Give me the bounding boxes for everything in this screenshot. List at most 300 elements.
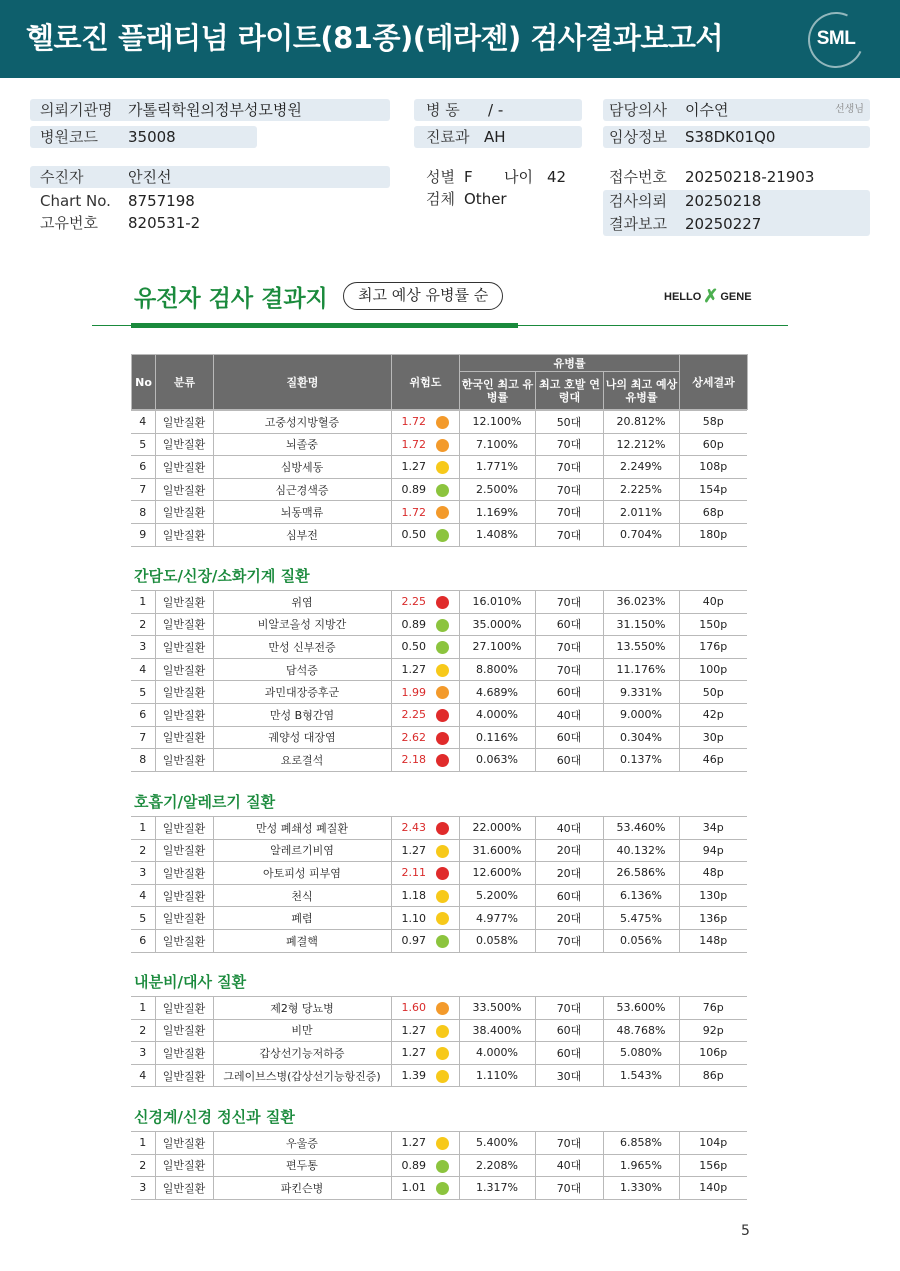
risk-level-dot-icon	[436, 935, 449, 948]
risk-level-dot-icon	[436, 619, 449, 632]
row-my-max: 26.586%	[603, 862, 679, 885]
table-row	[131, 478, 747, 501]
row-disease: 천식	[213, 884, 391, 907]
col-header-max-age: 최고 호발 연령대	[536, 372, 604, 410]
row-detail: 148p	[679, 929, 747, 952]
risk-value: 1.72	[401, 437, 426, 451]
risk-value: 2.43	[401, 821, 426, 835]
row-risk	[391, 681, 459, 704]
dept-label: 진료과	[426, 128, 470, 146]
table-row	[131, 1042, 747, 1065]
category-title: 신경계/신경 정신과 질환	[134, 1108, 295, 1126]
row-no: 4	[131, 1064, 155, 1087]
row-disease: 심근경색증	[213, 478, 391, 501]
report-label: 결과보고	[609, 215, 667, 233]
row-risk	[391, 591, 459, 614]
row-disease: 만성 B형간염	[213, 703, 391, 726]
row-risk	[391, 703, 459, 726]
hello-gene-logo	[664, 286, 752, 307]
risk-value: 1.72	[401, 415, 426, 429]
row-kr-max: 38.400%	[459, 1019, 535, 1042]
row-kr-max: 8.800%	[459, 658, 535, 681]
results-table	[131, 590, 747, 772]
row-kr-max: 4.689%	[459, 681, 535, 704]
col-header-risk: 위험도	[392, 355, 460, 410]
risk-level-dot-icon	[436, 439, 449, 452]
sml-logo	[808, 12, 864, 68]
risk-value: 2.11	[401, 866, 426, 880]
category-title: 내분비/대사 질환	[134, 973, 247, 991]
category-title: 간담도/신장/소화기계 질환	[134, 567, 310, 585]
risk-value: 1.10	[401, 911, 426, 925]
risk-value: 2.62	[401, 730, 426, 744]
unique-id-label: 고유번호	[40, 214, 98, 232]
age-label: 나이	[504, 168, 533, 186]
dept-field	[414, 126, 582, 148]
row-kr-max: 33.500%	[459, 997, 535, 1020]
row-detail: 154p	[679, 478, 747, 501]
logo-text: SML	[816, 28, 856, 49]
table-row	[131, 1064, 747, 1087]
risk-level-dot-icon	[436, 416, 449, 429]
request-report-field	[603, 190, 870, 236]
risk-level-dot-icon	[436, 506, 449, 519]
row-no: 2	[131, 613, 155, 636]
row-category: 일반질환	[155, 884, 213, 907]
row-my-max: 0.137%	[603, 749, 679, 772]
row-detail: 34p	[679, 817, 747, 840]
row-category: 일반질환	[155, 1042, 213, 1065]
row-max-age: 60대	[535, 749, 603, 772]
row-category: 일반질환	[155, 1132, 213, 1155]
ward-field	[414, 99, 582, 121]
row-risk	[391, 636, 459, 659]
risk-value: 2.18	[401, 753, 426, 767]
risk-level-dot-icon	[436, 641, 449, 654]
table-row	[131, 817, 747, 840]
row-disease: 제2형 당뇨병	[213, 997, 391, 1020]
row-my-max: 36.023%	[603, 591, 679, 614]
row-my-max: 53.600%	[603, 997, 679, 1020]
row-my-max: 11.176%	[603, 658, 679, 681]
row-disease: 담석증	[213, 658, 391, 681]
row-kr-max: 1.169%	[459, 501, 535, 524]
row-risk	[391, 433, 459, 456]
row-category: 일반질환	[155, 862, 213, 885]
row-detail: 50p	[679, 681, 747, 704]
row-max-age: 70대	[535, 591, 603, 614]
row-max-age: 60대	[535, 681, 603, 704]
row-detail: 108p	[679, 456, 747, 479]
row-detail: 100p	[679, 658, 747, 681]
table-row	[131, 681, 747, 704]
risk-level-dot-icon	[436, 1047, 449, 1060]
row-risk	[391, 1132, 459, 1155]
col-header-category: 분류	[156, 355, 214, 410]
row-detail: 60p	[679, 433, 747, 456]
specimen-label: 검체	[426, 190, 455, 208]
risk-value: 1.72	[401, 505, 426, 519]
row-category: 일반질환	[155, 1019, 213, 1042]
row-disease: 아토피성 피부염	[213, 862, 391, 885]
row-detail: 150p	[679, 613, 747, 636]
row-max-age: 40대	[535, 1154, 603, 1177]
row-my-max: 53.460%	[603, 817, 679, 840]
row-disease: 편두통	[213, 1154, 391, 1177]
row-risk	[391, 817, 459, 840]
row-kr-max: 5.400%	[459, 1132, 535, 1155]
row-no: 3	[131, 862, 155, 885]
risk-value: 1.99	[401, 685, 426, 699]
row-my-max: 5.475%	[603, 907, 679, 930]
row-detail: 48p	[679, 862, 747, 885]
row-disease: 심방세동	[213, 456, 391, 479]
row-kr-max: 2.500%	[459, 478, 535, 501]
risk-level-dot-icon	[436, 529, 449, 542]
row-no: 3	[131, 1042, 155, 1065]
col-header-disease: 질환명	[214, 355, 392, 410]
row-disease: 요로결석	[213, 749, 391, 772]
row-max-age: 70대	[535, 523, 603, 546]
receipt-value: 20250218-21903	[685, 168, 815, 186]
row-no: 2	[131, 1154, 155, 1177]
row-detail: 140p	[679, 1177, 747, 1200]
row-category: 일반질환	[155, 929, 213, 952]
receipt-field	[603, 166, 870, 188]
results-table	[131, 410, 747, 547]
row-my-max: 6.858%	[603, 1132, 679, 1155]
row-disease: 뇌졸중	[213, 433, 391, 456]
row-detail: 58p	[679, 411, 747, 434]
patient-label: 수진자	[40, 168, 84, 186]
col-header-no: No	[132, 355, 156, 410]
row-risk	[391, 501, 459, 524]
page-number: 5	[741, 1223, 750, 1239]
risk-level-dot-icon	[436, 461, 449, 474]
row-max-age: 20대	[535, 907, 603, 930]
row-category: 일반질환	[155, 749, 213, 772]
row-category: 일반질환	[155, 1064, 213, 1087]
row-my-max: 0.056%	[603, 929, 679, 952]
row-no: 5	[131, 907, 155, 930]
row-risk	[391, 1042, 459, 1065]
row-disease: 폐렴	[213, 907, 391, 930]
risk-value: 0.50	[401, 640, 426, 654]
row-risk	[391, 478, 459, 501]
table-row	[131, 726, 747, 749]
specimen-field	[414, 188, 582, 210]
table-row	[131, 658, 747, 681]
risk-value: 1.01	[401, 1181, 426, 1195]
row-detail: 130p	[679, 884, 747, 907]
report-title: 헬로진 플래티넘 라이트(81종)(테라젠) 검사결과보고서	[26, 21, 723, 55]
hospital-code-field	[30, 126, 257, 148]
row-max-age: 70대	[535, 456, 603, 479]
table-row	[131, 749, 747, 772]
row-detail: 136p	[679, 907, 747, 930]
table-row	[131, 636, 747, 659]
row-no: 3	[131, 636, 155, 659]
row-no: 4	[131, 411, 155, 434]
row-risk	[391, 456, 459, 479]
risk-level-dot-icon	[436, 1070, 449, 1083]
specimen-value: Other	[464, 190, 507, 208]
table-row	[131, 1132, 747, 1155]
row-kr-max: 1.317%	[459, 1177, 535, 1200]
row-max-age: 20대	[535, 862, 603, 885]
risk-level-dot-icon	[436, 890, 449, 903]
doctor-note: 선생님	[835, 104, 864, 115]
risk-level-dot-icon	[436, 754, 449, 767]
row-my-max: 0.704%	[603, 523, 679, 546]
dept-value: AH	[484, 128, 506, 146]
row-my-max: 5.080%	[603, 1042, 679, 1065]
row-disease: 그레이브스병(갑상선기능항진증)	[213, 1064, 391, 1087]
risk-value: 1.27	[401, 1136, 426, 1150]
risk-value: 1.60	[401, 1001, 426, 1015]
row-detail: 46p	[679, 749, 747, 772]
table-row	[131, 1177, 747, 1200]
row-kr-max: 16.010%	[459, 591, 535, 614]
risk-level-dot-icon	[436, 1182, 449, 1195]
row-category: 일반질환	[155, 411, 213, 434]
row-category: 일반질환	[155, 817, 213, 840]
risk-value: 0.50	[401, 528, 426, 542]
row-no: 1	[131, 817, 155, 840]
row-category: 일반질환	[155, 636, 213, 659]
row-disease: 뇌동맥류	[213, 501, 391, 524]
table-row	[131, 839, 747, 862]
row-category: 일반질환	[155, 501, 213, 524]
row-my-max: 12.212%	[603, 433, 679, 456]
row-disease: 만성 폐쇄성 폐질환	[213, 817, 391, 840]
risk-value: 1.27	[401, 1046, 426, 1060]
risk-value: 0.97	[401, 934, 426, 948]
row-kr-max: 12.100%	[459, 411, 535, 434]
row-detail: 106p	[679, 1042, 747, 1065]
row-kr-max: 7.100%	[459, 433, 535, 456]
row-category: 일반질환	[155, 726, 213, 749]
col-header-kr-max: 한국인 최고 유병률	[460, 372, 536, 410]
risk-level-dot-icon	[436, 709, 449, 722]
row-max-age: 70대	[535, 636, 603, 659]
row-no: 2	[131, 1019, 155, 1042]
chart-value: 8757198	[128, 192, 195, 210]
row-my-max: 31.150%	[603, 613, 679, 636]
row-disease: 갑상선기능저하증	[213, 1042, 391, 1065]
row-kr-max: 1.408%	[459, 523, 535, 546]
row-my-max: 1.965%	[603, 1154, 679, 1177]
row-risk	[391, 1154, 459, 1177]
row-my-max: 13.550%	[603, 636, 679, 659]
row-category: 일반질환	[155, 681, 213, 704]
row-disease: 과민대장증후군	[213, 681, 391, 704]
row-category: 일반질환	[155, 591, 213, 614]
row-disease: 위염	[213, 591, 391, 614]
clinical-value: S38DK01Q0	[685, 128, 776, 146]
unique-id-field	[30, 212, 257, 234]
header-bar	[0, 0, 900, 78]
row-max-age: 20대	[535, 839, 603, 862]
row-no: 6	[131, 703, 155, 726]
request-value: 20250218	[685, 192, 762, 210]
row-category: 일반질환	[155, 433, 213, 456]
row-category: 일반질환	[155, 613, 213, 636]
row-max-age: 70대	[535, 929, 603, 952]
row-detail: 86p	[679, 1064, 747, 1087]
table-row	[131, 523, 747, 546]
row-risk	[391, 1019, 459, 1042]
row-max-age: 60대	[535, 726, 603, 749]
sex-age-field	[414, 166, 582, 188]
hospital-code-label: 병원코드	[40, 128, 98, 146]
row-kr-max: 22.000%	[459, 817, 535, 840]
table-row	[131, 411, 747, 434]
risk-level-dot-icon	[436, 822, 449, 835]
row-my-max: 40.132%	[603, 839, 679, 862]
row-risk	[391, 929, 459, 952]
row-no: 4	[131, 884, 155, 907]
row-max-age: 40대	[535, 817, 603, 840]
hospital-code-value: 35008	[128, 128, 176, 146]
row-risk	[391, 839, 459, 862]
row-my-max: 2.249%	[603, 456, 679, 479]
title-underline-accent	[131, 323, 518, 328]
risk-level-dot-icon	[436, 912, 449, 925]
row-detail: 30p	[679, 726, 747, 749]
receipt-label: 접수번호	[609, 168, 667, 186]
risk-level-dot-icon	[436, 1160, 449, 1173]
row-risk	[391, 907, 459, 930]
row-risk	[391, 726, 459, 749]
row-no: 5	[131, 433, 155, 456]
row-risk	[391, 749, 459, 772]
row-no: 2	[131, 839, 155, 862]
row-max-age: 60대	[535, 1042, 603, 1065]
row-risk	[391, 997, 459, 1020]
age-value: 42	[547, 168, 567, 186]
row-no: 1	[131, 591, 155, 614]
risk-value: 1.27	[401, 460, 426, 474]
ward-label: 병 동	[426, 101, 460, 119]
row-risk	[391, 613, 459, 636]
row-category: 일반질환	[155, 1177, 213, 1200]
row-my-max: 20.812%	[603, 411, 679, 434]
row-detail: 40p	[679, 591, 747, 614]
institution-field	[30, 99, 390, 121]
row-kr-max: 31.600%	[459, 839, 535, 862]
risk-level-dot-icon	[436, 686, 449, 699]
row-max-age: 70대	[535, 658, 603, 681]
patient-field	[30, 166, 390, 188]
row-no: 1	[131, 1132, 155, 1155]
row-disease: 비만	[213, 1019, 391, 1042]
row-no: 7	[131, 726, 155, 749]
risk-level-dot-icon	[436, 845, 449, 858]
risk-level-dot-icon	[436, 664, 449, 677]
risk-value: 1.27	[401, 663, 426, 677]
row-risk	[391, 862, 459, 885]
row-disease: 만성 신부전증	[213, 636, 391, 659]
row-detail: 76p	[679, 997, 747, 1020]
row-no: 4	[131, 658, 155, 681]
patient-value: 안진선	[128, 168, 172, 186]
brand-right: GENE	[720, 291, 752, 303]
row-no: 7	[131, 478, 155, 501]
chart-label: Chart No.	[40, 192, 111, 210]
row-category: 일반질환	[155, 478, 213, 501]
row-no: 9	[131, 523, 155, 546]
row-category: 일반질환	[155, 703, 213, 726]
row-detail: 176p	[679, 636, 747, 659]
risk-value: 2.25	[401, 708, 426, 722]
risk-level-dot-icon	[436, 1137, 449, 1150]
results-table-header	[131, 354, 748, 410]
risk-value: 0.89	[401, 483, 426, 497]
unique-id-value: 820531-2	[128, 214, 201, 232]
ward-value: / -	[488, 101, 504, 119]
table-row	[131, 862, 747, 885]
institution-value: 가톨릭학원의정부성모병원	[128, 101, 302, 119]
table-row	[131, 591, 747, 614]
row-risk	[391, 1064, 459, 1087]
row-kr-max: 1.110%	[459, 1064, 535, 1087]
row-disease: 알레르기비염	[213, 839, 391, 862]
row-my-max: 2.225%	[603, 478, 679, 501]
row-kr-max: 27.100%	[459, 636, 535, 659]
row-detail: 92p	[679, 1019, 747, 1042]
row-kr-max: 4.000%	[459, 703, 535, 726]
row-detail: 156p	[679, 1154, 747, 1177]
doctor-label: 담당의사	[609, 101, 667, 119]
sex-value: F	[464, 168, 473, 186]
results-table	[131, 996, 747, 1087]
table-row	[131, 433, 747, 456]
row-category: 일반질환	[155, 1154, 213, 1177]
risk-level-dot-icon	[436, 867, 449, 880]
results-table	[131, 1131, 747, 1200]
row-category: 일반질환	[155, 997, 213, 1020]
row-risk	[391, 658, 459, 681]
risk-value: 0.89	[401, 1158, 426, 1172]
row-no: 1	[131, 997, 155, 1020]
row-risk	[391, 523, 459, 546]
request-label: 검사의뢰	[609, 192, 667, 210]
doctor-field	[603, 99, 870, 121]
row-kr-max: 5.200%	[459, 884, 535, 907]
row-my-max: 6.136%	[603, 884, 679, 907]
sort-pill: 최고 예상 유병률 순	[343, 282, 503, 310]
risk-level-dot-icon	[436, 484, 449, 497]
row-detail: 180p	[679, 523, 747, 546]
row-max-age: 70대	[535, 501, 603, 524]
risk-value: 1.27	[401, 1023, 426, 1037]
table-row	[131, 613, 747, 636]
row-kr-max: 4.977%	[459, 907, 535, 930]
row-category: 일반질환	[155, 456, 213, 479]
institution-label: 의뢰기관명	[40, 101, 113, 119]
row-no: 6	[131, 929, 155, 952]
row-max-age: 70대	[535, 997, 603, 1020]
row-category: 일반질환	[155, 839, 213, 862]
report-value: 20250227	[685, 215, 762, 233]
row-category: 일반질환	[155, 523, 213, 546]
table-row	[131, 456, 747, 479]
table-row	[131, 997, 747, 1020]
row-max-age: 30대	[535, 1064, 603, 1087]
row-disease: 비알코올성 지방간	[213, 613, 391, 636]
row-detail: 104p	[679, 1132, 747, 1155]
